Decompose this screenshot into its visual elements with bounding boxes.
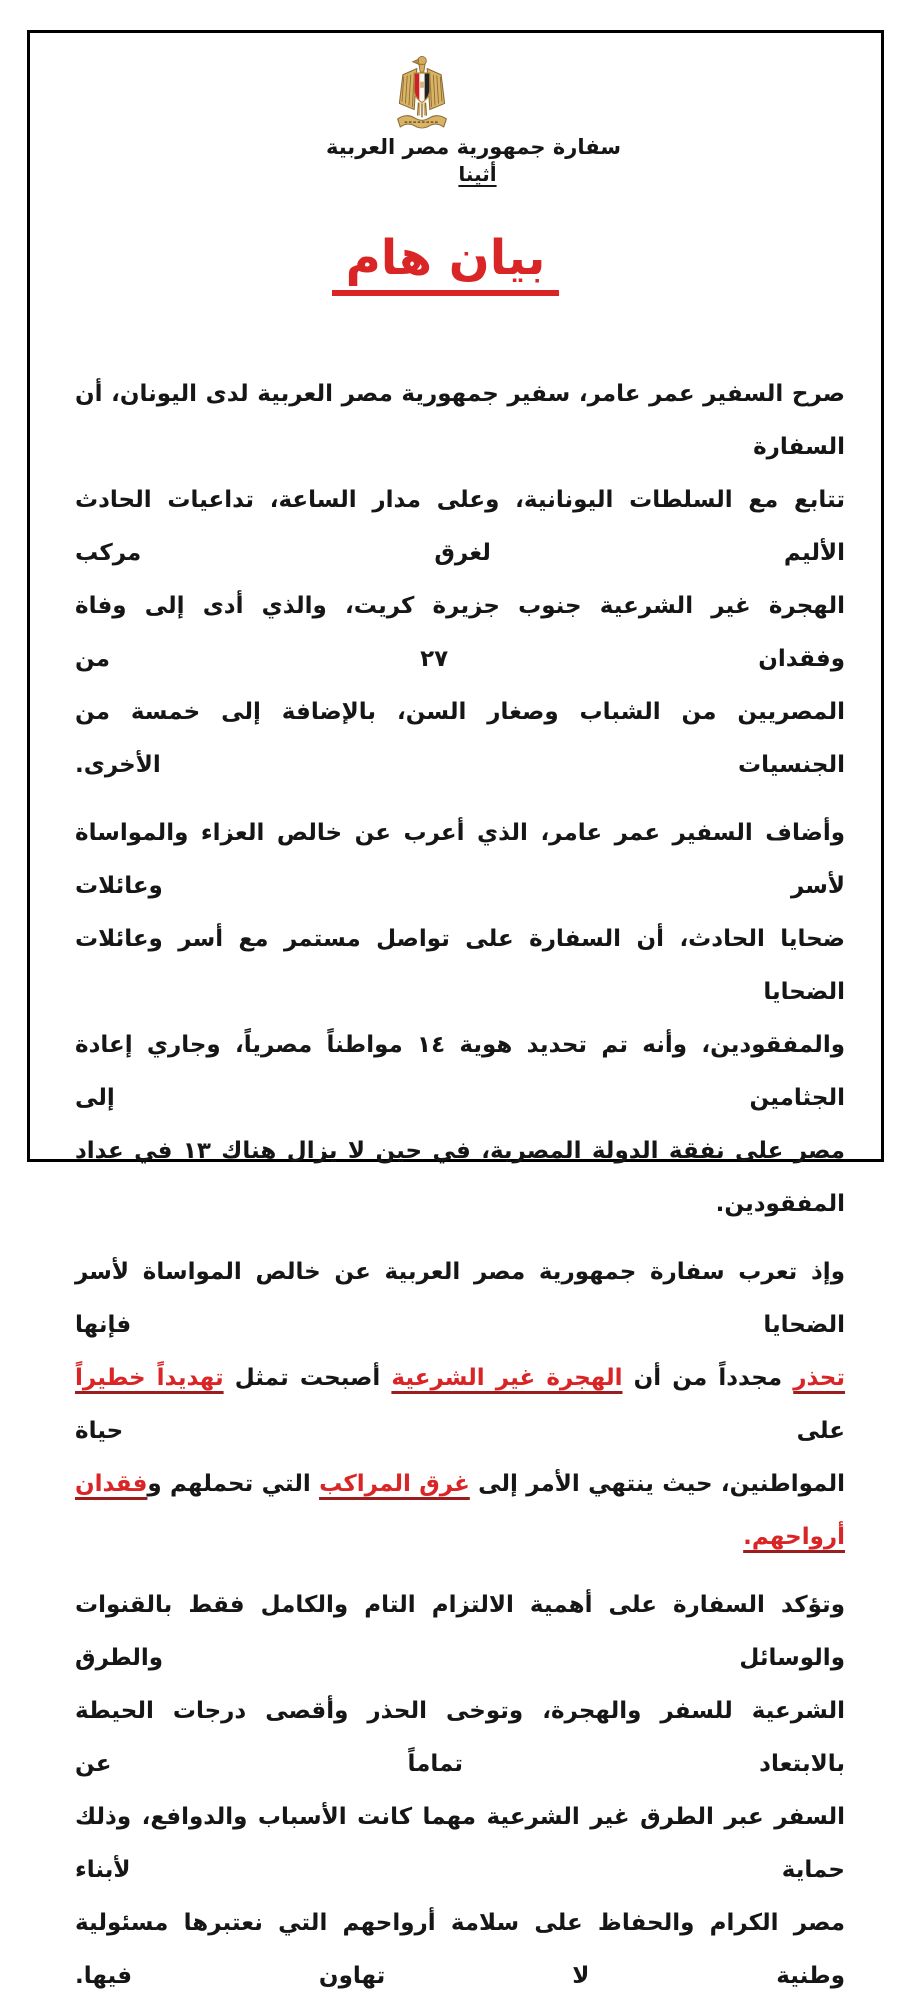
highlighted-warning-text: الهجرة غير الشرعية (391, 1365, 623, 1392)
body-text: وأضاف السفير عمر عامر، الذي أعرب عن خالص العزاء والمواساة لأسر وعائلات (75, 820, 845, 900)
body-text: والمفقودين، وأنه تم تحديد هوية ١٤ مواطناً مصرياً، وجاري إعادة الجثامين إلى (75, 1032, 845, 1112)
embassy-city: أثينا (458, 162, 497, 186)
body-text: وتؤكد السفارة على أهمية الالتزام التام والكامل فقط بالقنوات والوسائل والطرق (75, 1592, 845, 1672)
paragraph (75, 368, 845, 792)
statement-header (30, 53, 881, 186)
statement-page-frame (27, 30, 884, 1990)
body-text: التي تحملهم و (147, 1471, 320, 1498)
body-text: المصريين من الشباب وصغار السن، بالإضافة إلى خمسة من الجنسيات الأخرى. (75, 699, 845, 779)
paragraph-line (75, 1579, 845, 1685)
body-text: على حياة (75, 1418, 845, 1445)
highlighted-warning-text: تحذر (793, 1365, 845, 1392)
paragraph-line (75, 1458, 845, 1564)
body-text: وإذ تعرب سفارة جمهورية مصر العربية عن خالص المواساة لأسر الضحايا فإنها (75, 1259, 845, 1339)
paragraph-line (75, 1019, 845, 1125)
body-text: أصبحت تمثل (223, 1365, 392, 1392)
paragraph-line (75, 1791, 845, 1897)
paragraph-line (75, 1897, 845, 2003)
paragraph-line (75, 1352, 845, 1458)
paragraph (75, 1246, 845, 1564)
statement-body (30, 368, 881, 2003)
paragraph-line (75, 686, 845, 792)
highlighted-warning-text: فقدان أرواحهم. (75, 1471, 845, 1551)
paragraph-line (75, 580, 845, 686)
paragraph-line (75, 474, 845, 580)
body-text: الهجرة غير الشرعية جنوب جزيرة كريت، والذي أدى إلى وفاة وفقدان ٢٧ من (75, 593, 845, 673)
body-text: تتابع مع السلطات اليونانية، وعلى مدار الساعة، تداعيات الحادث الأليم لغرق مركب (75, 487, 845, 567)
body-text: صرح السفير عمر عامر، سفير جمهورية مصر العربية لدى اليونان، أن السفارة (75, 381, 845, 461)
body-text: الشرعية للسفر والهجرة، وتوخى الحذر وأقصى درجات الحيطة بالابتعاد تماماً عن (75, 1698, 845, 1778)
body-text: المواطنين، حيث ينتهي الأمر إلى (469, 1471, 845, 1498)
highlighted-warning-text: تهديداً خطيراً (75, 1365, 224, 1392)
paragraph-line (75, 807, 845, 913)
paragraph-line (75, 368, 845, 474)
paragraph-line (75, 1685, 845, 1791)
egypt-eagle-emblem-icon (383, 53, 461, 133)
statement-title: بيان هام (332, 232, 560, 296)
paragraph-line (75, 1246, 845, 1352)
title-row (20, 200, 871, 328)
body-text: مجدداً من أن (622, 1365, 794, 1392)
highlighted-warning-text: غرق المراكب (319, 1471, 470, 1498)
body-text: السفر عبر الطرق غير الشرعية مهما كانت الأسباب والدوافع، وذلك حماية لأبناء (75, 1804, 845, 1884)
body-text: مصر على نفقة الدولة المصرية، في حين لا يزال هناك ١٣ في عداد المفقودين. (75, 1138, 846, 1218)
paragraph (75, 807, 845, 1231)
body-text: مصر الكرام والحفاظ على سلامة أرواحهم التي نعتبرها مسئولية وطنية لا تهاون فيها. (75, 1910, 845, 1990)
paragraph-line (75, 913, 845, 1019)
paragraph-line (75, 1125, 845, 1231)
body-text: ضحايا الحادث، أن السفارة على تواصل مستمر مع أسر وعائلات الضحايا (75, 926, 845, 1006)
embassy-name: سفارة جمهورية مصر العربية (326, 135, 621, 159)
paragraph (75, 1579, 845, 2003)
